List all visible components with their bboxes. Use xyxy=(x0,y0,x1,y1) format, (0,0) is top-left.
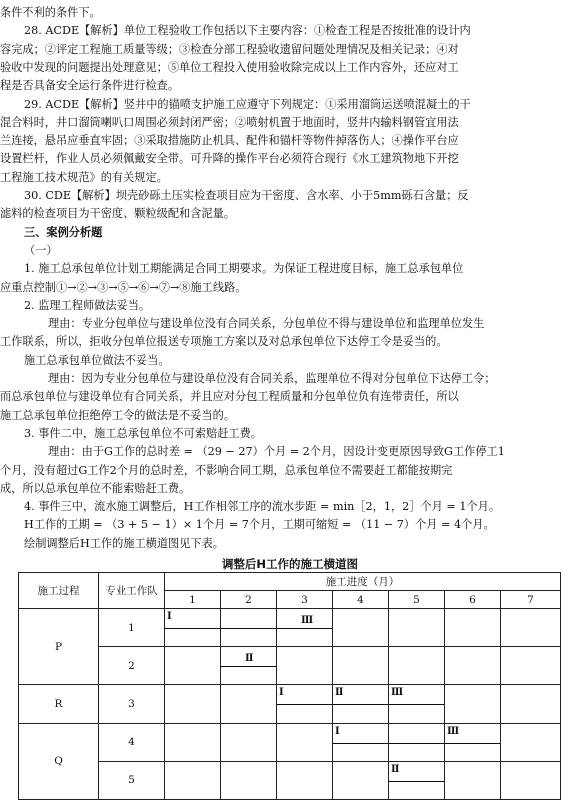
text-line: 3. 事件二中，施工总承包单位不可索赔赶工费。 xyxy=(24,426,262,440)
cell xyxy=(165,647,221,685)
month-header: 5 xyxy=(389,591,445,609)
cell xyxy=(277,761,333,799)
progress-bar xyxy=(333,743,388,744)
text-line: 29. ACDE【解析】竖井中的锚喷支护施工应遵守下列规定：①采用溜筒运送喷混凝土的干 xyxy=(24,97,471,111)
text-line: 个月，没有超过G工作2个月的总时差，不影响合同工期，总承包单位不需要赶工都能按期完 xyxy=(0,463,453,477)
text-line: 理由：由于G工作的总时差 = （29 − 27）个月 = 2个月，因设计变更原因导致G工作停工1 xyxy=(48,445,505,459)
text-line: 工程施工技术规范》的有关规定。 xyxy=(0,170,168,184)
text-line: 2. 监理工程师做法妥当。 xyxy=(24,298,151,312)
text-line: 容完成；②评定工程施工质量等级；③检查分部工程验收遗留问题处理情况及相关记录；④对 xyxy=(0,42,459,56)
process-q: Q xyxy=(19,723,99,799)
text-line: 1. 施工总承包单位计划工期能满足合同工期要求。为保证工程进度目标，施工总承包单位 xyxy=(24,262,464,276)
text-line: 而总承包单位与建设单位有合同关系，并且应对分包工程质量和分包单位负有连带责任，所以 xyxy=(0,390,459,404)
cell xyxy=(445,723,501,761)
section-heading: 三、案例分析题 xyxy=(24,225,103,239)
mark-II: Ⅱ xyxy=(391,763,400,775)
cell xyxy=(165,761,221,799)
text-line: 理由：因为专业分包单位与建设单位没有合同关系，监理单位不得对分包单位下达停工令； xyxy=(48,372,496,385)
mark-III: Ⅲ xyxy=(447,725,460,737)
cell xyxy=(277,647,333,685)
text-line: 理由：专业分包单位与建设单位没有合同关系，分包单位不得与建设单位和监理单位发生 xyxy=(48,317,485,331)
cell xyxy=(221,761,277,799)
cell xyxy=(389,647,445,685)
text-line: 设置栏杆，作业人员必须佩戴安全带。可升降的操作平台必须符合现行《水工建筑物地下开挖 xyxy=(0,152,459,166)
cell xyxy=(333,723,389,761)
progress-bar xyxy=(165,628,220,629)
progress-bar xyxy=(221,628,276,629)
mark-III: Ⅲ xyxy=(301,615,314,627)
cell xyxy=(501,647,561,685)
cell xyxy=(501,723,561,761)
month-header: 1 xyxy=(165,591,221,609)
cell xyxy=(389,723,445,761)
team-4: 4 xyxy=(99,723,165,761)
header-process: 施工过程 xyxy=(19,573,99,609)
cell xyxy=(277,685,333,723)
text-line: 程是否具备安全运行条件进行检查。 xyxy=(0,79,180,93)
text-line: 条件不利的条件下。 xyxy=(0,6,101,19)
mark-I: Ⅰ xyxy=(167,611,172,623)
cell xyxy=(333,609,389,647)
cell xyxy=(165,609,221,647)
month-header: 3 xyxy=(277,591,333,609)
cell xyxy=(165,723,221,761)
header-team: 专业工作队 xyxy=(99,573,165,609)
cell xyxy=(389,761,445,799)
progress-bar xyxy=(389,781,444,782)
cell xyxy=(389,609,445,647)
cell xyxy=(221,685,277,723)
team-1: 1 xyxy=(99,609,165,647)
cell xyxy=(389,685,445,723)
text-line: 应重点控制①→②→③→⑤→⑥→⑦→⑧施工线路。 xyxy=(0,280,247,294)
progress-bar xyxy=(333,704,388,705)
progress-bar xyxy=(445,743,500,744)
cell xyxy=(277,609,333,647)
header-progress: 施工进度（月） xyxy=(165,573,561,591)
mark-I: Ⅰ xyxy=(279,687,284,699)
text-line: 混合料时，井口溜筒喇叭口周围必须封闭严密；②喷射机置于地面时，竖井内输料钢管宜用法 xyxy=(0,115,459,129)
team-3: 3 xyxy=(99,685,165,723)
text-line: 工作联系，所以，拒收分包单位报送专项施工方案以及对总承包单位下达停工令是妥当的。 xyxy=(0,335,448,349)
text-line: 28. ACDE【解析】单位工程验收工作包括以下主要内容：①检查工程是否按批准的设计内 xyxy=(24,24,471,38)
text-line: 30. CDE【解析】坝壳砂砾土压实检查项目应为干密度、含水率、小于5mm砾石含量；反 xyxy=(24,189,469,202)
mark-I: Ⅰ xyxy=(335,725,340,737)
team-2: 2 xyxy=(99,647,165,685)
cell xyxy=(333,685,389,723)
process-p: P xyxy=(19,609,99,685)
mark-II: Ⅱ xyxy=(335,687,344,699)
text-line: 施工总承包单位做法不妥当。 xyxy=(24,353,170,367)
mark-III: Ⅲ xyxy=(391,687,404,699)
text-line: 4. 事件三中，流水施工调整后，H工作相邻工序的流水步距 = min［2，1，2］个月 = 1个月。 xyxy=(24,500,501,514)
text-line: H工作的工期 = （3 + 5 − 1）× 1个月 = 7个月，工期可缩短 = （11 − 7）个月 = 4个月。 xyxy=(24,518,495,532)
text-line: 绘制调整后H工作的施工横道图见下表。 xyxy=(24,536,224,550)
cell xyxy=(445,647,501,685)
month-header: 6 xyxy=(445,591,501,609)
schedule-table xyxy=(18,572,561,800)
text-line: 滤料的检查项目为干密度、颗粒级配和含泥量。 xyxy=(0,207,235,221)
progress-bar xyxy=(389,743,444,744)
progress-bar xyxy=(277,704,332,705)
text-line: （一） xyxy=(24,243,58,257)
team-5: 5 xyxy=(99,761,165,799)
cell xyxy=(501,685,561,723)
table-caption: 调整后H工作的施工横道图 xyxy=(221,557,359,571)
progress-bar xyxy=(277,628,332,629)
cell xyxy=(165,685,221,723)
cell xyxy=(333,647,389,685)
text-line: 施工总承包单位拒绝停工令的做法是不妥当的。 xyxy=(0,408,235,422)
progress-bar xyxy=(389,704,444,705)
cell xyxy=(501,761,561,799)
text-line: 成，所以总承包单位不能索赔赶工费。 xyxy=(0,481,191,495)
text-line: 验收中发现的问题提出处理意见；⑤单位工程投入使用验收除完成以上工作内容外，还应对工 xyxy=(0,60,459,74)
cell xyxy=(221,647,277,685)
month-header: 2 xyxy=(221,591,277,609)
text-line: 兰连接，悬吊应垂直牢固；③采取措施防止机具、配件和锚杆等物件掉落伤人；④操作平台应 xyxy=(0,134,459,148)
cell xyxy=(277,723,333,761)
cell xyxy=(333,761,389,799)
cell xyxy=(445,609,501,647)
process-r: R xyxy=(19,685,99,723)
cell xyxy=(445,685,501,723)
cell xyxy=(445,761,501,799)
month-header: 4 xyxy=(333,591,389,609)
cell xyxy=(221,723,277,761)
progress-bar xyxy=(221,666,276,667)
cell xyxy=(501,609,561,647)
cell xyxy=(221,609,277,647)
month-header: 7 xyxy=(501,591,561,609)
mark-II: Ⅱ xyxy=(245,653,254,665)
